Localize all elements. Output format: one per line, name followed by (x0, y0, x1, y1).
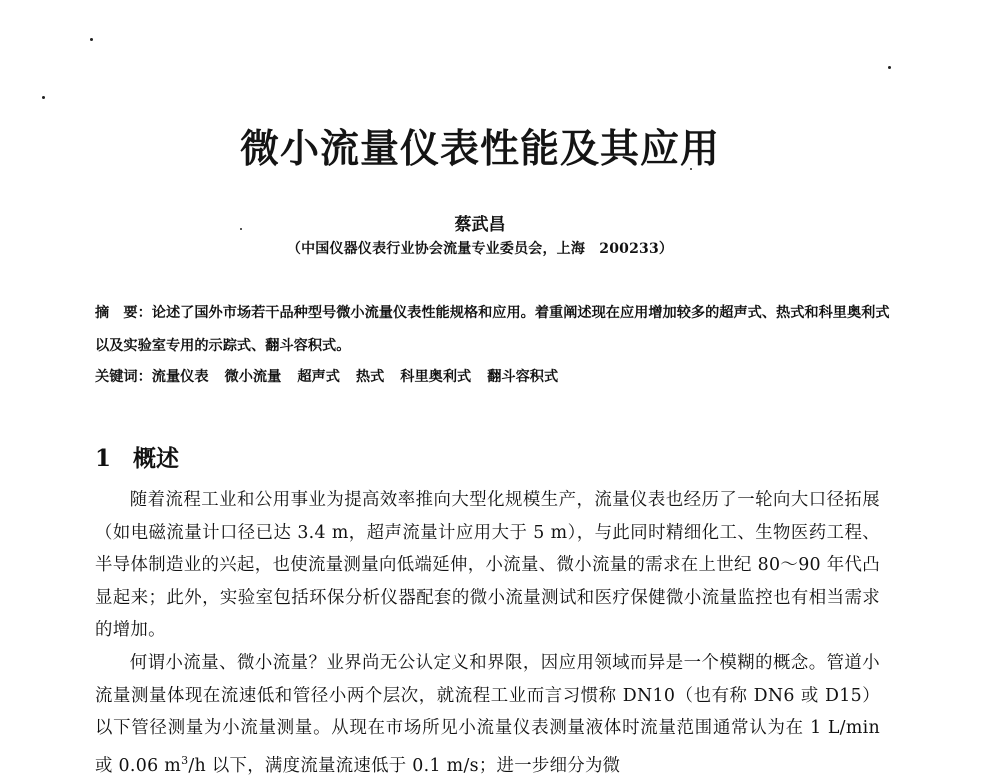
keyword: 科里奥利式 (400, 369, 472, 385)
keyword: 热式 (355, 369, 385, 385)
body-paragraph-text: /h 以下，满度流量流速低于 0.1 m/s；进一步细分为微 (188, 755, 621, 776)
abstract-colon: ： (137, 305, 152, 321)
section-heading (95, 440, 179, 473)
paper-title: 微小流量仪表性能及其应用 (239, 127, 720, 172)
abstract-text: 论述了国外市场若干品种型号微小流量仪表性能规格和应用。着重阐述现在应用增加较多的超声式、热式和科里奥利式以及实验室专用的示踪式、翻斗容积式。 (95, 305, 890, 354)
abstract-label: 摘 要 (95, 305, 138, 321)
abstract-block (95, 297, 890, 394)
scan-speck (90, 38, 93, 41)
keyword: 翻斗容积式 (487, 369, 559, 385)
body-paragraph (95, 647, 880, 782)
scan-speck (42, 96, 45, 99)
abstract-paragraph (95, 297, 890, 363)
author-affiliation: （中国仪器仪表行业协会流量专业委员会，上海 200233） (286, 241, 674, 257)
keywords-line (95, 361, 890, 394)
keyword: 微小流量 (224, 369, 282, 385)
body-paragraph: 随着流程工业和公用事业为提高效率推向大型化规模生产，流量仪表也经历了一轮向大口径拓展（如电磁流量计口径已达 3.4 m，超声流量计应用大于 5 m），与此同时精细化工、生物医药工程、半导体制造业的兴起，也使流量测量向低端延伸，小流量、微小流量的需求在上世纪 80～90 年代凸显起来；此外，实验室包括环保分析仪器配套的微小流量测试和医疗保健微小流量监控也有相当需求的增加。 (95, 490, 880, 641)
scan-speck (888, 66, 891, 69)
body-paragraph-text: 何谓小流量、微小流量？业界尚无公认定义和界限，因应用领域而异是一个模糊的概念。管道小流量测量体现在流速低和管径小两个层次，就流程工业而言习惯称 DN10（也有称 DN6 或 D15）以下管径测量为小流量测量。从现在市场所见小流量仪表测量液体时流量范围通常认为在 1 L/min 或 0.06 m (95, 652, 880, 776)
keywords-label: 关键词 (95, 369, 138, 385)
section-title: 概述 (133, 446, 179, 472)
author-name: 蔡武昌 (454, 215, 506, 235)
section-number: 1 (95, 445, 112, 472)
keywords-colon: ： (137, 369, 152, 385)
body-text (95, 484, 880, 782)
superscript: 3 (181, 753, 189, 767)
keyword: 流量仪表 (151, 369, 209, 385)
keyword: 超声式 (297, 369, 340, 385)
